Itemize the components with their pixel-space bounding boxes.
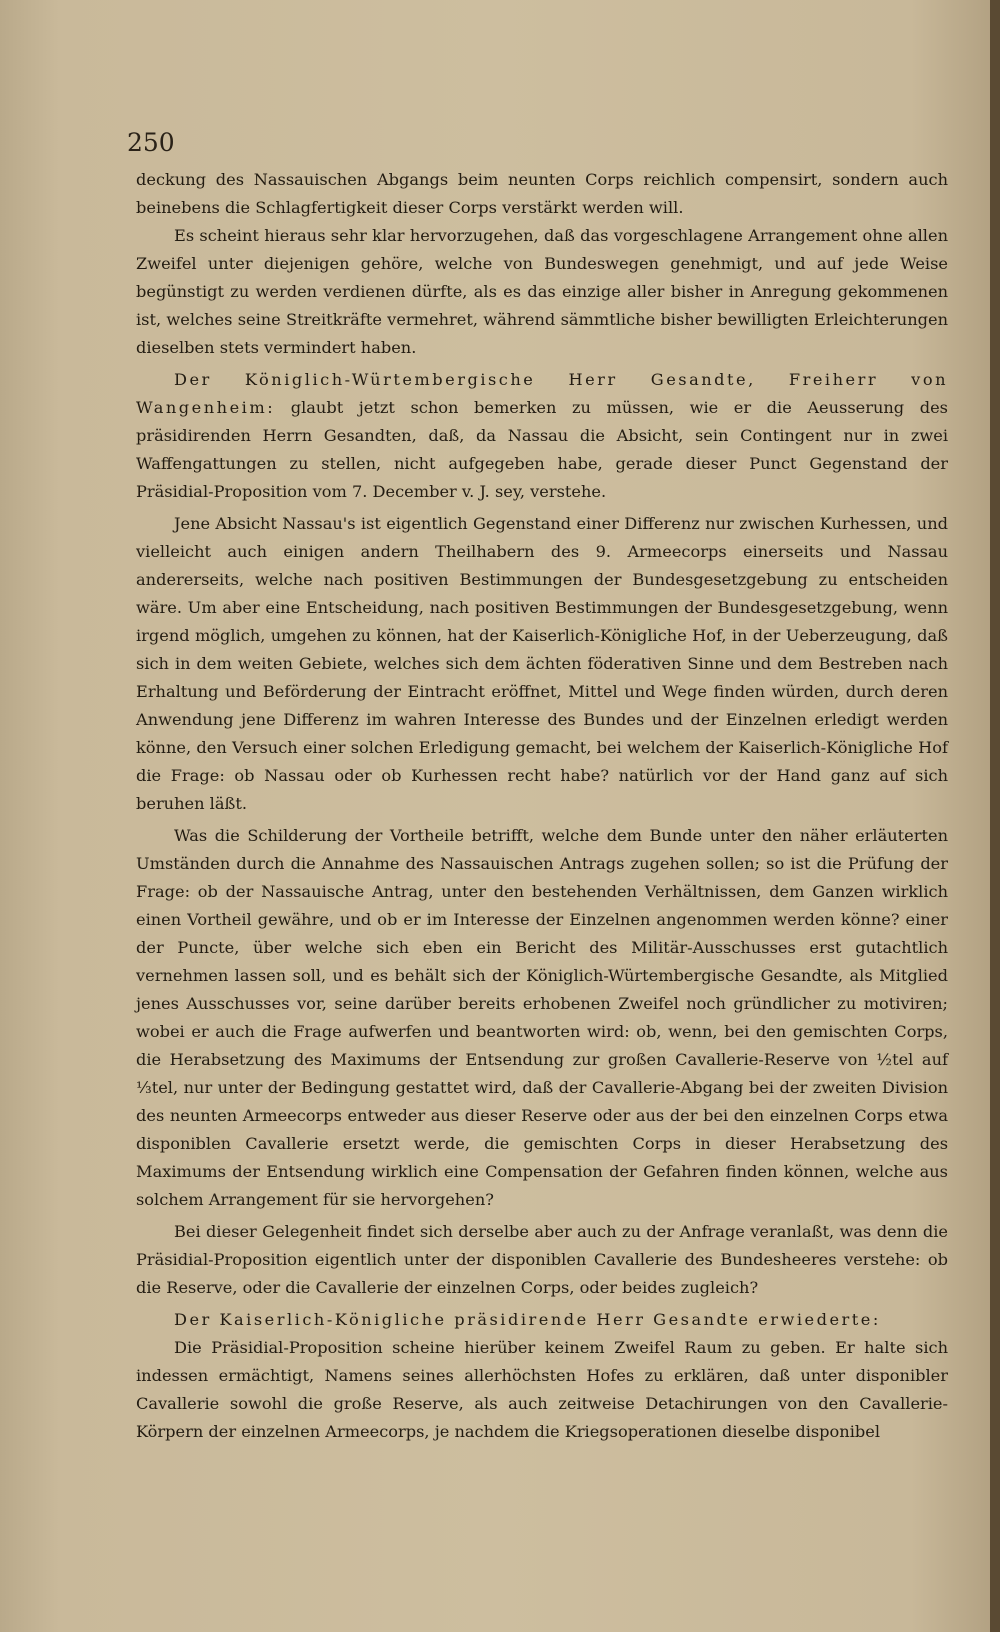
paragraph-1: deckung des Nassauischen Abgangs beim neunten Corps reichlich compensirt, sondern auch beinebens die Schlagfertigkeit dieser Corps verstärkt werden will. bbox=[136, 170, 948, 217]
paragraph-2: Es scheint hieraus sehr klar hervorzugehen, daß das vorgeschlagene Arrangement ohne allen Zweifel unter diejenigen gehöre, welche von Bundeswegen genehmigt, und auf jede Weise begünstigt zu werden verdienen dürfte, als es das einzige aller bisher in Anregung gekommenen ist, welches seine Streitkräfte vermehret, während sämmtliche bisher bewilligten Erleichterungen dieselben stets vermindert haben. bbox=[136, 226, 948, 357]
paragraph-4: Jene Absicht Nassau's ist eigentlich Gegenstand einer Differenz nur zwischen Kurhessen, und vielleicht auch einigen andern Theilhabern des 9. Armeecorps einerseits und Nassau andererseits, welche nach positiven Bestimmungen der Bundesgesetzgebung zu entscheiden wäre. Um aber eine Entscheidung, nach positiven Bestimmungen der Bundesgesetzgebung, wenn irgend möglich, umgehen zu können, hat der Kaiserlich-Königliche Hof, in der Ueberzeugung, daß sich in dem weiten Gebiete, welches sich dem ächten föderativen Sinne und dem Bestreben nach Erhaltung und Beförderung der Eintracht eröffnet, Mittel und Wege finden würden, durch deren Anwendung jene Differenz im wahren Interesse des Bundes und der Einzelnen erledigt werden könne, den Versuch einer solchen Erledigung gemacht, bei welchem der Kaiserlich-Königliche Hof die Frage: ob Nassau oder ob Kurhessen recht habe? natürlich vor der Hand ganz auf sich beruhen läßt. bbox=[136, 514, 948, 813]
paragraph-6: Bei dieser Gelegenheit findet sich derselbe aber auch zu der Anfrage veranlaßt, was denn die Präsidial-Proposition eigentlich unter der disponiblen Cavallerie des Bundesheeres verstehe: ob die Reserve, oder die Cavallerie der einzelnen Corps, oder beides zugleich? bbox=[136, 1222, 948, 1297]
page-number: 250 bbox=[127, 128, 175, 157]
paragraph-3 bbox=[136, 366, 948, 506]
speaker-name: Der Kaiserlich-Königliche präsidirende Herr Gesandte erwiederte: bbox=[174, 1310, 881, 1329]
paragraph-5: Was die Schilderung der Vortheile betrifft, welche dem Bunde unter den näher erläuterten Umständen durch die Annahme des Nassauischen Antrags zugehen sollen; so ist die Prüfung der Frage: ob der Nassauische Antrag, unter den bestehenden Verhältnissen, dem Ganzen wirklich einen Vortheil gewähre, und ob er im Interesse der Einzelnen angenommen werden könne? einer der Puncte, über welche sich eben ein Bericht des Militär-Ausschusses erst gutachtlich vernehmen lassen soll, und es behält sich der Königlich-Würtembergische Gesandte, als Mitglied jenes Ausschusses vor, seine darüber bereits erhobenen Zweifel noch gründlicher zu motiviren; wobei er auch die Frage aufwerfen und beantworten wird: ob, wenn, bei den gemischten Corps, die Herabsetzung des Maximums der Entsendung zur großen Cavallerie-Reserve von ½tel auf ⅓tel, nur unter der Bedingung gestattet wird, daß der Cavallerie-Abgang bei der zweiten Division des neunten Armeecorps entweder aus dieser Reserve oder aus der bei den einzelnen Corps etwa disponiblen Cavallerie ersetzt werde, die gemischten Corps in dieser Herabsetzung des Maximums der Entsendung wirklich eine Compensation der Gefahren finden können, welche aus solchem Arrangement für sie hervorgehen? bbox=[136, 826, 948, 1209]
paragraph-7 bbox=[136, 1306, 948, 1334]
book-edge bbox=[990, 0, 1000, 1632]
page-body bbox=[136, 166, 948, 1446]
paragraph-3-text: glaubt jetzt schon bemerken zu müssen, wie er die Aeusserung des präsidirenden Herrn Gesandten, daß, da Nassau die Absicht, sein Contingent nur in zwei Waffengattungen zu stellen, nicht aufgegeben habe, gerade dieser Punct Gegenstand der Präsidial-Proposition vom 7. December v. J. sey, verstehe. bbox=[136, 398, 948, 501]
paragraph-8: Die Präsidial-Proposition scheine hierüber keinem Zweifel Raum zu geben. Er halte sich indessen ermächtigt, Namens seines allerhöchsten Hofes zu erklären, daß unter disponibler Cavallerie sowohl die große Reserve, als auch zeitweise Detachirungen von den Cavallerie-Körpern der einzelnen Armeecorps, je nachdem die Kriegsoperationen dieselbe disponibel bbox=[136, 1338, 948, 1441]
speaker-name: Der Königlich-Würtembergische Herr Gesandte, Freiherr von Wangenheim: bbox=[136, 370, 948, 417]
